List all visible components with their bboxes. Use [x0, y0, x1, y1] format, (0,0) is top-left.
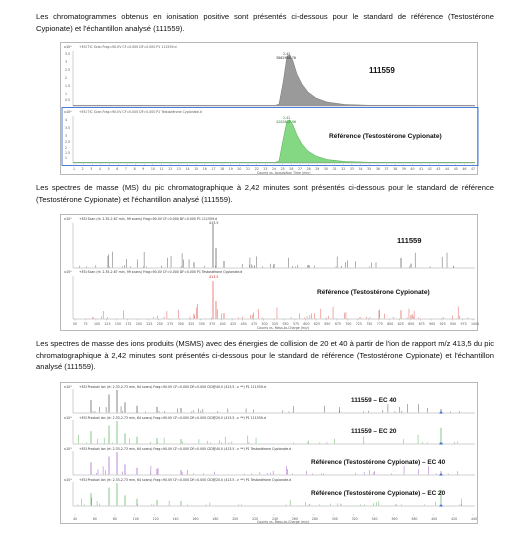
x-tick-label: 4	[98, 167, 101, 171]
x-tick-label: 8	[133, 167, 136, 171]
ms-sample-label: 111559	[397, 236, 422, 245]
x-tick-label: 5	[107, 167, 110, 171]
msms-panel-peaks	[91, 390, 459, 413]
x-tick-label: 1	[73, 167, 76, 171]
x-tick-label: 375	[209, 322, 216, 326]
x-tick-label: 2	[81, 167, 84, 171]
x-tick-label: 40	[410, 167, 415, 171]
x-tick-label: 24	[272, 167, 277, 171]
msms-panel-peaks	[78, 421, 457, 444]
svg-text:3: 3	[65, 60, 68, 64]
x-tick-label: 450	[240, 322, 247, 326]
x-tick-label: 7	[124, 167, 127, 171]
precursor-marker-icon	[439, 504, 443, 507]
x-tick-label: 21	[246, 167, 251, 171]
x-tick-label: 34	[358, 167, 363, 171]
svg-text:2.5: 2.5	[65, 140, 71, 144]
msms-y-exponent: x10³	[64, 416, 72, 420]
ms-x-ticks	[73, 319, 479, 326]
x-tick-label: 625	[313, 322, 320, 326]
x-tick-label: 9	[142, 167, 145, 171]
x-tick-label: 39	[401, 167, 406, 171]
x-tick-label: 300	[331, 517, 338, 521]
x-tick-label: 10	[150, 167, 155, 171]
x-tick-label: 775	[376, 322, 383, 326]
x-tick-label: 260	[291, 517, 298, 521]
ms-reference-peaks	[92, 281, 467, 318]
x-tick-label: 280	[311, 517, 318, 521]
msms-y-exponent: x10³	[64, 478, 72, 482]
x-tick-label: 27	[297, 167, 303, 171]
ms-spectra-figure	[60, 214, 478, 331]
chrom-reference-peak	[73, 120, 475, 163]
x-tick-label: 41	[419, 167, 424, 171]
ms-reference-base-peak: 413.5	[209, 275, 219, 279]
ms-sample-header: +ESI Scan (rt: 2.35-2.67 min, 99 scans) Frag=90.0V CF=0.000 DF=0.000 P1 111559.d	[79, 217, 218, 221]
chrom-reference-label: Référence (Testostérone Cypionate)	[329, 133, 442, 140]
ms-reference-y-exponent: x10⁵	[64, 270, 72, 274]
x-tick-label: 380	[411, 517, 418, 521]
x-tick-label: 200	[135, 322, 142, 326]
x-tick-label: 36	[375, 167, 380, 171]
x-tick-label: 32	[341, 167, 346, 171]
x-tick-label: 160	[192, 517, 199, 521]
msms-y-exponent: x10³	[64, 385, 72, 389]
svg-text:1.5: 1.5	[65, 84, 71, 88]
x-tick-label: 900	[429, 322, 436, 326]
x-tick-label: 180	[212, 517, 219, 521]
ms-sample-base-peak: 413.5	[209, 221, 219, 225]
chrom-reference-y-ticks	[65, 118, 70, 160]
x-tick-label: 50	[73, 322, 78, 326]
chrom-sample-y-ticks	[65, 52, 70, 102]
x-tick-label: 16	[202, 167, 207, 171]
x-tick-label: 240	[272, 517, 279, 521]
intro-paragraph-chromatograms: Les chromatogrammes obtenus en ionisation positive sont présentés ci-dessous pour le standard de référence (Testostérone Cypionate) et l'échantillon analysé (111559).	[36, 12, 494, 33]
msms-panel-label: 111559 – EC 20	[351, 428, 397, 435]
precursor-marker-icon	[439, 473, 443, 476]
x-tick-label: 18	[220, 167, 225, 171]
x-tick-label: 22	[254, 167, 259, 171]
x-tick-label: 80	[112, 517, 117, 521]
ms-reference-header: +ESI Scan (rt: 2.35-2.67 min, 99 scans) Frag=90.0V CF=0.000 DF=0.000 P1 Testostérone Cypionate.d	[79, 270, 243, 274]
x-tick-label: 25	[280, 167, 285, 171]
msms-spectra-figure	[60, 382, 478, 524]
x-tick-label: 23	[263, 167, 268, 171]
ms-x-axis-label: Counts vs. Mass-to-Charge (m/z)	[257, 326, 310, 330]
x-tick-label: 43	[436, 167, 441, 171]
svg-text:2.5: 2.5	[65, 68, 71, 72]
chrom-sample-label: 111559	[369, 66, 395, 75]
msms-panel-header: +ESI Product Ion (rt: 2.33-2.73 min, 64 scans) Frag=90.0V CF=0.000 DF=0.000 CID@40.0 (413.5 -> **) P1 111559.d	[79, 385, 266, 389]
x-tick-label: 300	[177, 322, 184, 326]
x-tick-label: 525	[272, 322, 279, 326]
svg-text:3: 3	[65, 134, 68, 138]
x-tick-label: 320	[351, 517, 358, 521]
x-tick-label: 975	[460, 322, 467, 326]
x-tick-label: 675	[334, 322, 341, 326]
x-tick-label: 225	[146, 322, 153, 326]
svg-text:1: 1	[65, 156, 68, 160]
intro-paragraph-msms: Les spectres de masse des ions produits (MSMS) avec des énergies de collision de 20 et 40 à partir de l'ion de rapport m/z 413,5 du pic chromatographique à 2,42 minutes sont présentés ci-dessous pour le standard de référence (Testostérone Cypionate) et l'échantillon analysé (111559).	[36, 339, 494, 372]
x-tick-label: 120	[152, 517, 159, 521]
ms-sample-peaks	[80, 224, 454, 268]
x-tick-label: 175	[125, 322, 132, 326]
x-tick-label: 1000	[471, 322, 479, 326]
svg-text:0.5: 0.5	[65, 98, 71, 102]
x-tick-label: 250	[156, 322, 163, 326]
x-tick-label: 750	[366, 322, 373, 326]
x-tick-label: 60	[92, 517, 97, 521]
x-tick-label: 100	[93, 322, 101, 326]
x-tick-label: 575	[292, 322, 300, 326]
ms-reference-label: Référence (Testostérone Cypionate)	[317, 289, 430, 296]
ms-sample-y-exponent: x10⁵	[64, 217, 72, 221]
x-tick-label: 800	[387, 322, 394, 326]
x-tick-label: 46	[462, 167, 467, 171]
x-tick-label: 875	[418, 322, 425, 326]
x-tick-label: 100	[132, 517, 139, 521]
x-tick-label: 29	[315, 167, 320, 171]
svg-text:2: 2	[65, 76, 68, 80]
x-tick-label: 275	[167, 322, 174, 326]
x-tick-label: 350	[198, 322, 205, 326]
x-tick-label: 220	[252, 517, 259, 521]
x-tick-label: 550	[282, 322, 289, 326]
msms-panel-label: Référence (Testostérone Cypionate) – EC 40	[311, 459, 446, 466]
chrom-sample-peak-rt: 2.42	[283, 52, 291, 56]
x-tick-label: 40	[73, 517, 78, 521]
x-tick-label: 360	[391, 517, 398, 521]
x-tick-label: 44	[445, 167, 450, 171]
msms-panel-header: +ESI Product Ion (rt: 2.33-2.73 min, 64 scans) Frag=90.0V CF=0.000 DF=0.000 CID@20.0 (413.5 -> **) P1 Testostérone Cypionate.d	[79, 478, 292, 482]
msms-x-axis-label: Counts vs. Mass-to-Charge (m/z)	[257, 520, 310, 524]
x-tick-label: 19	[228, 167, 233, 171]
x-tick-label: 325	[188, 322, 195, 326]
chrom-x-axis-label: Counts vs. Acquisition Time (min)	[257, 171, 311, 175]
x-tick-label: 125	[104, 322, 111, 326]
x-tick-label: 150	[114, 322, 121, 326]
x-tick-label: 140	[172, 517, 179, 521]
chromatogram-figure	[60, 42, 478, 175]
x-tick-label: 11	[159, 167, 164, 171]
chrom-sample-header: +ESI TIC Scan Frag=90.0V CF=0.000 DF=0.000 P1 111559.d	[79, 45, 177, 49]
x-tick-label: 6	[116, 167, 119, 171]
chrom-sample-peak	[73, 55, 475, 106]
x-tick-label: 700	[345, 322, 352, 326]
svg-text:3.5: 3.5	[65, 52, 71, 56]
x-tick-label: 33	[349, 167, 354, 171]
x-tick-label: 42	[427, 167, 432, 171]
x-tick-label: 45	[453, 167, 458, 171]
svg-text:3.5: 3.5	[65, 126, 71, 130]
x-tick-label: 14	[185, 167, 190, 171]
x-tick-label: 650	[324, 322, 331, 326]
msms-panel-label: 111559 – EC 40	[351, 397, 397, 404]
x-tick-label: 17	[211, 167, 216, 171]
x-tick-label: 950	[450, 322, 457, 326]
x-tick-label: 12	[168, 167, 173, 171]
chrom-reference-peak-value: 4202802.96	[276, 120, 296, 124]
chrom-sample-y-exponent: x10⁵	[64, 45, 72, 49]
x-tick-label: 35	[367, 167, 372, 171]
x-tick-label: 37	[384, 167, 389, 171]
precursor-marker-icon	[439, 411, 443, 414]
msms-panels	[64, 385, 475, 507]
x-tick-label: 925	[439, 322, 446, 326]
x-tick-label: 20	[237, 167, 242, 171]
msms-y-exponent: x10³	[64, 447, 72, 451]
x-tick-label: 400	[219, 322, 226, 326]
x-tick-label: 340	[371, 517, 378, 521]
chrom-sample-peak-value: 3862968.76	[276, 56, 296, 60]
x-tick-label: 13	[176, 167, 181, 171]
x-tick-label: 3	[90, 167, 93, 171]
msms-spectra-svg	[61, 383, 479, 525]
x-tick-label: 38	[393, 167, 398, 171]
x-tick-label: 15	[194, 167, 199, 171]
x-tick-label: 47	[471, 167, 476, 171]
chrom-reference-header: +ESI TIC Scan Frag=90.0V CF=0.000 DF=0.000 P1 Testostérone Cypionate.d	[79, 110, 202, 114]
x-tick-label: 850	[408, 322, 415, 326]
x-tick-label: 475	[251, 322, 258, 326]
chrom-reference-peak-rt: 2.42	[283, 116, 291, 120]
ms-spectra-svg	[61, 215, 479, 332]
svg-text:1: 1	[65, 92, 68, 96]
msms-panel-label: Référence (Testostérone Cypionate) – EC 20	[311, 490, 446, 497]
x-tick-label: 420	[451, 517, 458, 521]
x-tick-label: 725	[355, 322, 362, 326]
chromatogram-svg	[61, 43, 479, 176]
precursor-marker-icon	[439, 442, 443, 445]
x-tick-label: 30	[323, 167, 328, 171]
chrom-reference-y-exponent: x10⁵	[64, 110, 72, 114]
x-tick-label: 440	[471, 517, 478, 521]
x-tick-label: 400	[431, 517, 438, 521]
msms-panel-header: +ESI Product Ion (rt: 2.33-2.73 min, 64 scans) Frag=90.0V CF=0.000 DF=0.000 CID@20.0 (413.5 -> **) P1 111559.d	[79, 416, 266, 420]
x-tick-label: 26	[289, 167, 294, 171]
x-tick-label: 825	[397, 322, 404, 326]
svg-text:2: 2	[65, 146, 68, 150]
x-tick-label: 28	[306, 167, 311, 171]
svg-text:4: 4	[65, 118, 68, 122]
intro-paragraph-ms: Les spectres de masse (MS) du pic chromatographique à 2,42 minutes sont présentés ci-dessous pour le standard de référence (Testostérone Cypionate) et l'échantillon analysé (111559).	[36, 183, 494, 204]
x-tick-label: 200	[232, 517, 239, 521]
x-tick-label: 600	[303, 322, 310, 326]
svg-text:1.5: 1.5	[65, 151, 71, 155]
x-tick-label: 425	[230, 322, 237, 326]
x-tick-label: 500	[261, 322, 268, 326]
x-tick-label: 75	[83, 322, 88, 326]
x-tick-label: 31	[332, 167, 337, 171]
msms-panel-header: +ESI Product Ion (rt: 2.33-2.73 min, 64 scans) Frag=90.0V CF=0.000 DF=0.000 CID@40.0 (413.5 -> **) P1 Testostérone Cypionate.d	[79, 447, 292, 451]
